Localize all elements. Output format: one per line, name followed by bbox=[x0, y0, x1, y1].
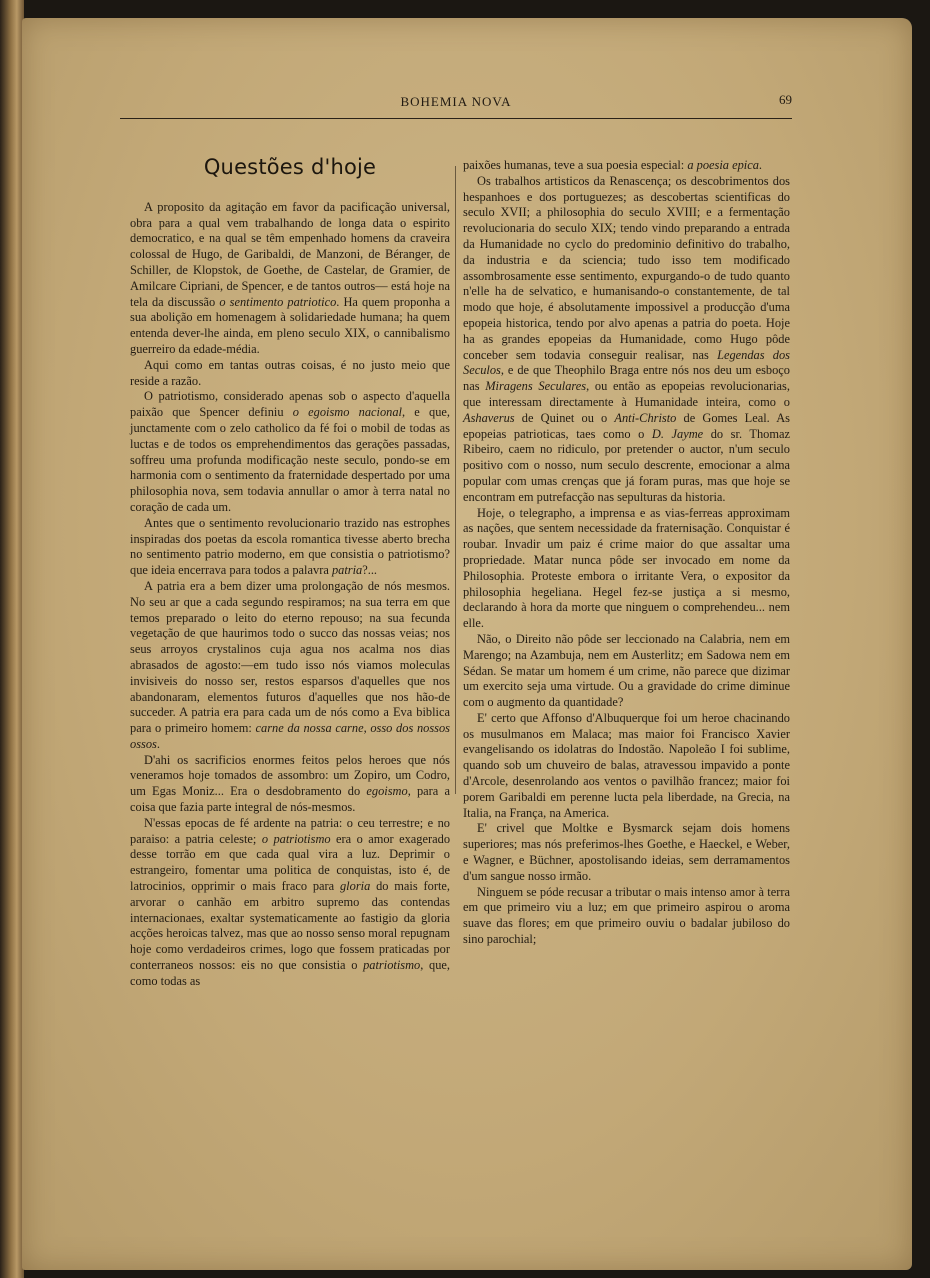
text-segment: . Ha quem proponha a sua abolição em homenagem à solidariedade humana; ha quem entenda dever-lhe ainda, em pleno seculo XIX, o cannibalismo guerreiro da edade-média. bbox=[130, 294, 451, 356]
column-divider bbox=[455, 166, 456, 794]
text-segment: do sr. Thomaz Ribeiro, caem no ridiculo, por pretender o auctor, n'um seculo positivo com o nosso, num seculo descrente, emocionar a alma popular com umas crenças que já foram puras, mas que hoje se encontram em putrefacção nas sepulturas da historia. bbox=[463, 426, 790, 504]
text-segment: era o amor exagerado desse torrão em que cada qual vira a luz. Deprimir o estrangeiro, fomentar uma politica de conquistas, isto é, de latrocinios, opprimir o mais fraco para bbox=[130, 831, 451, 894]
page-number: 69 bbox=[779, 92, 792, 107]
paragraph bbox=[130, 816, 450, 990]
page-header bbox=[120, 90, 792, 119]
text-segment: N'essas epocas de fé ardente na patria: o ceu terrestre; e no paraiso: a patria celeste; bbox=[130, 815, 450, 846]
text-segment: do mais forte, arvorar o canhão em arbitro supremo das contendas internacionaes, exaltar systematicamente ao fastigio da gloria acções heroicas talvez, mas que ao nosso senso moral repugnam hoje como verdadeiros crimes, logo que fossem praticadas por conterraneos nossos: eis no que consistia o bbox=[130, 879, 450, 973]
text-segment: ?... bbox=[362, 563, 378, 578]
text-segment: Aqui como em tantas outras coisas, é no justo meio que reside a razão. bbox=[130, 357, 450, 388]
paragraph bbox=[463, 158, 790, 174]
text-segment: de Quinet ou o bbox=[514, 410, 615, 425]
paragraph bbox=[463, 506, 790, 632]
italic-text: o patriotismo bbox=[261, 831, 331, 846]
text-segment: E' crivel que Moltke e Bysmarck sejam dois homens superiores; mas nós preferimos-lhes Goethe, e Haeckel, e Weber, e Wagner, e Büchner, apostolisando ideias, sem derramamentos d'um sangue nosso irmão. bbox=[463, 821, 790, 883]
italic-text: Ashaverus bbox=[463, 410, 515, 425]
right-column bbox=[463, 158, 790, 948]
text-segment: E' certo que Affonso d'Albuquerque foi um heroe chacinando os musulmanos em Malaca; mas maior foi Francisco Xavier evangelisando os idolatras do Indostão. Napoleão I foi sublime, quando sob um chuveiro de balas, atravessou impavido a ponte d'Arcole, desenrolando aos ventos o pavilhão francez; maior foi porem Garibaldi em perenne lucta pela liberdade, na Grecia, na Italia, na França, na America. bbox=[463, 710, 790, 820]
italic-text: D. Jayme bbox=[651, 426, 704, 441]
paragraph bbox=[130, 516, 450, 579]
paragraph bbox=[463, 632, 790, 711]
text-segment: Não, o Direito não pôde ser leccionado na Calabria, nem em Marengo; na Azambuja, nem em Austerlitz; em Sadowa nem em Sédan. Se matar um homem é um crime, não parece que dizimar um exercito seja uma virtude. Ou a gravidade do crime diminue com o augmento da quantidade? bbox=[463, 631, 790, 710]
text-segment: de Gomes Leal. As epopeias patrioticas, taes como o bbox=[463, 410, 790, 441]
magazine-page bbox=[22, 18, 912, 1270]
paragraph bbox=[130, 358, 450, 390]
italic-text: carne da nossa carne, osso dos nossos ossos bbox=[130, 721, 450, 751]
article-title: Questões d'hoje bbox=[203, 155, 377, 179]
paragraph bbox=[130, 389, 450, 515]
text-segment: paixões humanas, teve a sua poesia especial: bbox=[463, 158, 688, 172]
italic-text: Legendas dos Seculos bbox=[463, 347, 790, 378]
text-segment: A proposito da agitação em favor da pacificação universal, obra para a qual vem trabalhando de longa data o espirito democratico, e na qual se têm empenhado homens da craveira colossal de Hugo, de Garibaldi, de Manzoni, de Béranger, de Schiller, de Klopstok, de Goethe, de Castelar, de Gramier, de Amilcare Cipriani, de Spencer, e de tantos outros— está hoje na tela da discussão bbox=[130, 199, 450, 309]
paragraph bbox=[463, 174, 790, 506]
text-segment: Ninguem se póde recusar a tributar o mais intenso amor à terra em que primeiro viu a luz; em que primeiro aspirou o aroma suave das flores; em que primeiro ouviu o badalar jubiloso do sino parochial; bbox=[463, 884, 790, 947]
italic-text: a poesia epica bbox=[687, 158, 759, 172]
running-title: BOHEMIA NOVA bbox=[400, 94, 512, 109]
text-segment: . bbox=[758, 158, 763, 172]
text-segment: , e que, junctamente com o zelo catholico da fé foi o mobil de todas as luctas e de todos os emprehendimentos das gerações passadas, soffreu uma profunda modificação neste seculo, pondo-se em harmonia com o sentimento da fraternidade despertado por uma philosophia nova, sem todavia annullar o amor à terra natal no coração de cada um. bbox=[130, 405, 450, 514]
paragraph bbox=[463, 821, 790, 884]
text-segment: Hoje, o telegrapho, a imprensa e as vias-ferreas approximam as nações, que sentem necessidade da fraternisação. Conquistar é roubar. Invadir um paiz é crime maior do que assaltar uma propriedade. Matar nunca pôde ser invocado em nome da Philosophia. Proteste embora o irritante Vera, o expositor da philosophia hegeliana. Hegel fez-se justiça a si mesmo, declarando à hora da morte que ninguem o comprehendeu... nem elle. bbox=[463, 505, 790, 631]
paragraph bbox=[130, 200, 450, 358]
text-segment: . bbox=[156, 736, 160, 751]
right-column-body bbox=[463, 158, 790, 948]
text-segment: A patria era a bem dizer uma prolongação de nós mesmos. No seu ar que a cada segundo respiramos; na sua terra em que temos preparado o leito do eterno repouso; na sua fecunda vegetação de que haurimos todo o succo das nossas veias; nos seus arroyos crystalinos cuja agua nos acalma nos dias abrasados de agosto:—em tudo isso nós viamos moleculas invisiveis do nosso ser, restos esparsos d'aquelles que nos abandonaram, elementos futuros d'aquelles que nos hão-de succeder. A patria era para cada um de nós como a Eva biblica para o primeiro homem: bbox=[130, 578, 450, 736]
text-segment: , para a coisa que fazia parte integral de nós-mesmos. bbox=[130, 784, 450, 815]
left-column bbox=[130, 155, 451, 990]
italic-text: patriotismo bbox=[363, 958, 421, 973]
text-segment: Antes que o sentimento revolucionario trazido nas estrophes inspiradas dos poetas da escola romantica tivesse aberto brecha no sentimento patrio moderno, em que consistia o patriotismo? que ideia encerrava para todos a palavra bbox=[130, 515, 450, 578]
text-segment: D'ahi os sacrificios enormes feitos pelos heroes que nós veneramos hoje tomados de assombro: um Zopiro, um Codro, um Egas Moniz... Era o desdobramento do bbox=[130, 752, 450, 799]
italic-text: egoismo bbox=[366, 784, 408, 799]
text-segment: , ou então as epopeias revolucionarias, que interessam directamente à Humanidade inteira, como o bbox=[463, 379, 790, 409]
paragraph bbox=[463, 711, 790, 822]
italic-text: gloria bbox=[339, 879, 371, 894]
italic-text: patria bbox=[331, 563, 363, 578]
text-segment: O patriotismo, considerado apenas sob o aspecto d'aquella paixão que Spencer definiu bbox=[130, 389, 450, 420]
italic-text: o egoismo nacional bbox=[292, 405, 402, 420]
left-column-body bbox=[130, 200, 450, 990]
italic-text: Anti-Christo bbox=[614, 410, 677, 425]
italic-text: o sentimento patriotico bbox=[219, 294, 337, 309]
book-spine bbox=[0, 0, 24, 1278]
text-segment: Os trabalhos artisticos da Renascença; os descobrimentos dos hespanhoes e dos portuguezes; as descobertas scientificas do seculo XVII; a philosophia do seculo XVIII; e a fermentação revolucionaria do seculo XIX; tendo vindo preparando a entrada da Humanidade no cyclo do predominio definitivo do trabalho, da industria e da sciencia; tudo isso tem modificado assombrosamente esse sentimento, expurgando-o de tudo quanto n'elle ha de selvatico, e humanisando-o constantemente, de tal modo que hoje, é absolutamente impossivel a producção d'uma epopeia historica, tendo por alvo apenas a patria do poeta. Hoje ha as grandes epopeias da Humanidade, como Hugo pôde conceber sem todavia conseguir realisar, nas bbox=[463, 173, 790, 362]
paragraph bbox=[130, 753, 450, 816]
paragraph bbox=[130, 579, 450, 753]
text-segment: , e de que Theophilo Braga entre nós nos deu um esboço nas bbox=[463, 363, 790, 394]
italic-text: Miragens Seculares bbox=[485, 379, 587, 394]
text-segment: , que, como todas as bbox=[130, 958, 451, 988]
paragraph bbox=[463, 885, 790, 948]
